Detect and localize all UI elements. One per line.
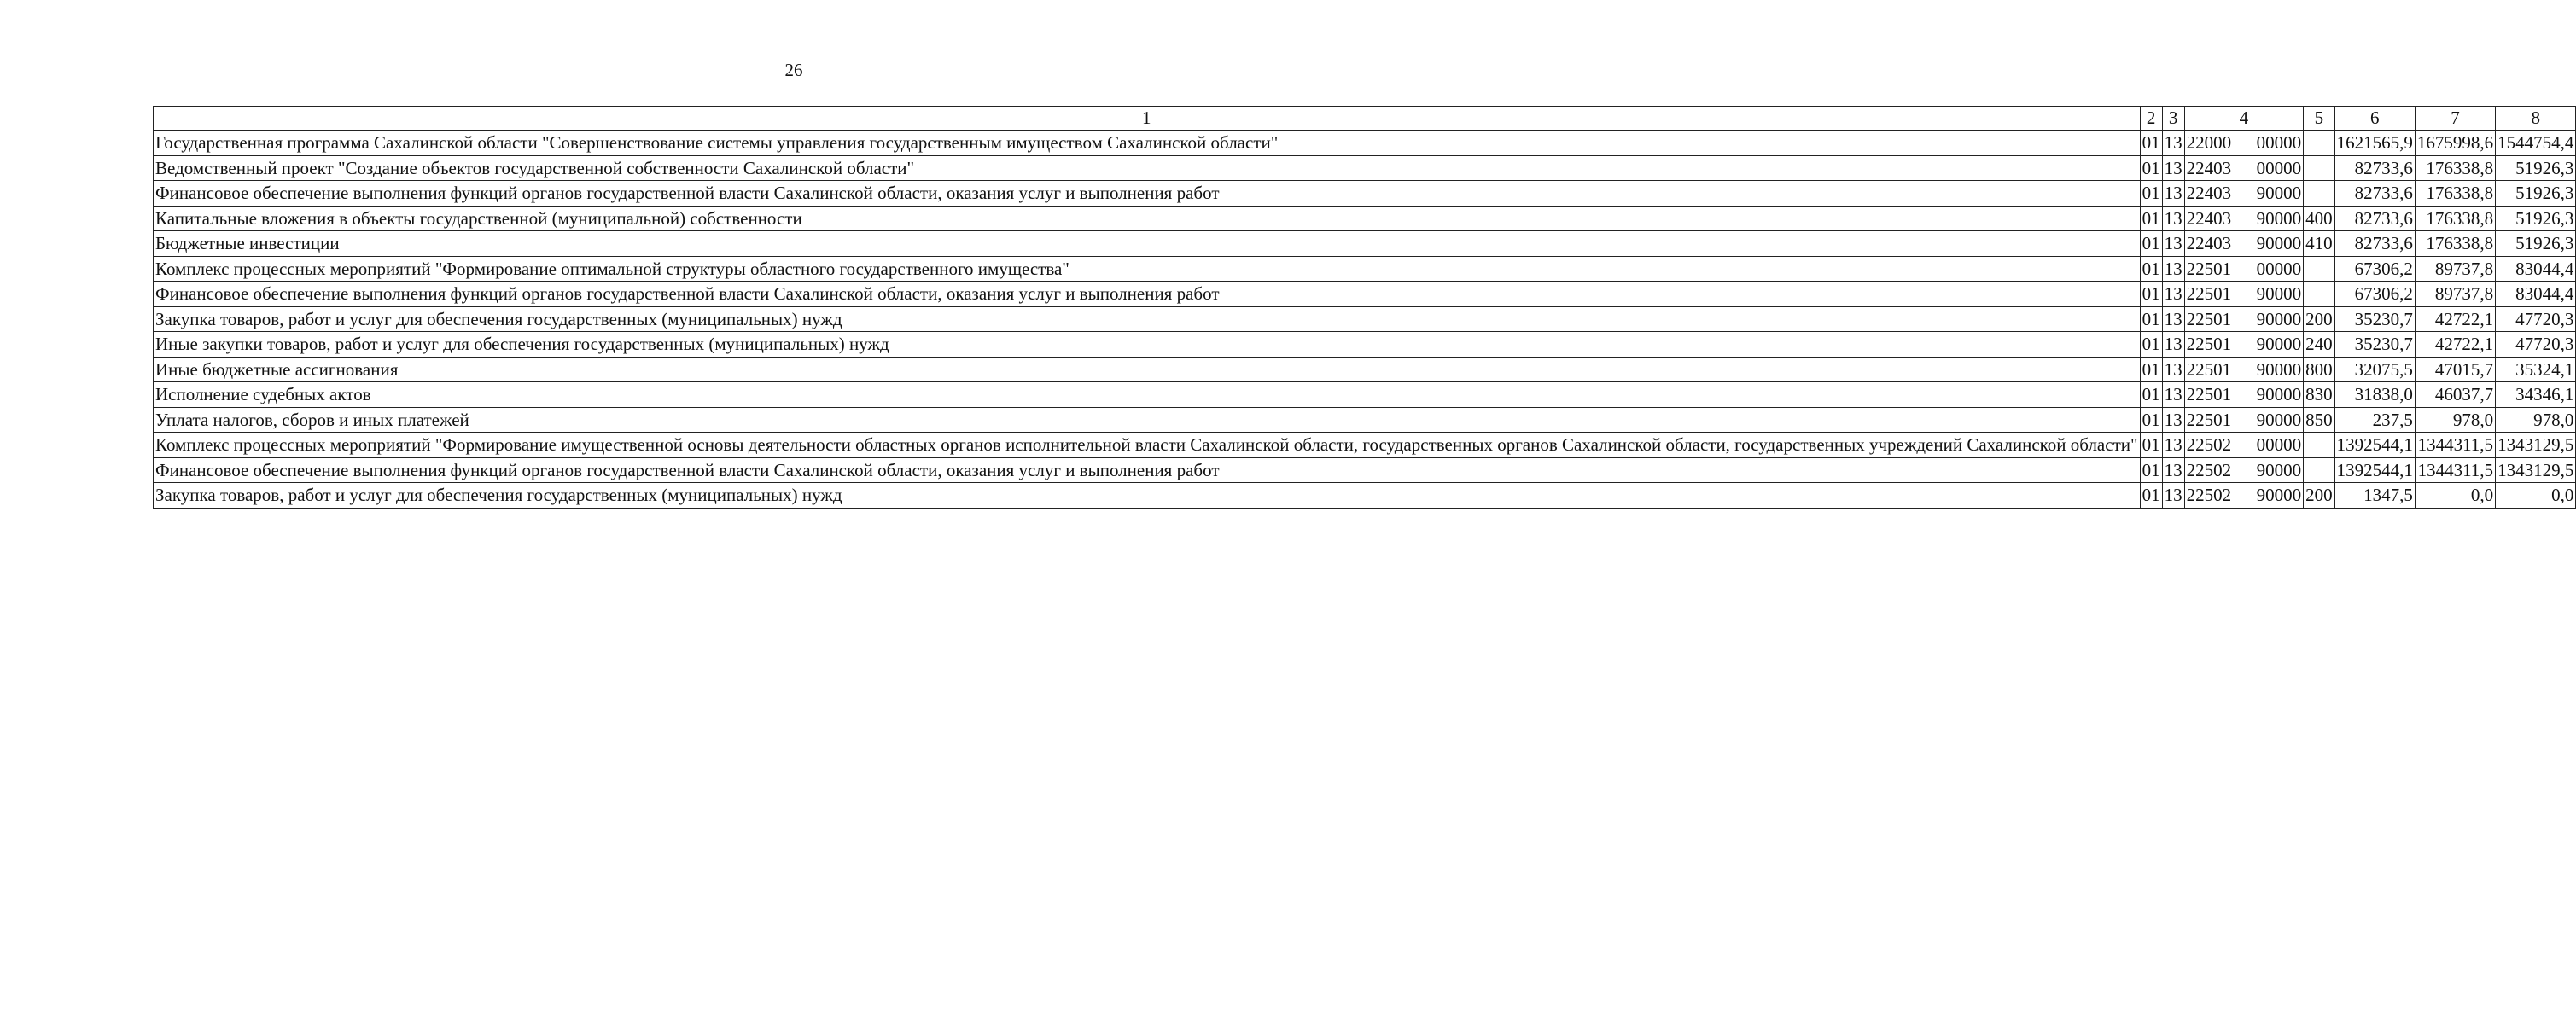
target-article-cell — [2184, 231, 2304, 257]
table-row — [154, 181, 2576, 207]
section-code-cell: 01 — [2140, 483, 2162, 509]
subsection-code-cell: 13 — [2162, 457, 2184, 483]
expense-type-cell — [2304, 155, 2335, 181]
direction-code: 90000 — [2256, 358, 2302, 380]
amount-col8-cell: 1544754,4 — [2496, 131, 2576, 156]
amount-col7-cell: 1344311,5 — [2415, 457, 2495, 483]
program-code: 22403 — [2186, 207, 2232, 229]
table-row — [154, 457, 2576, 483]
target-article-cell — [2184, 382, 2304, 408]
subsection-code-cell: 13 — [2162, 282, 2184, 307]
target-article-cell — [2184, 282, 2304, 307]
target-article-cell — [2184, 306, 2304, 332]
amount-col7-cell: 176338,8 — [2415, 206, 2495, 231]
amount-col8-cell: 47720,3 — [2496, 306, 2576, 332]
amount-col6-cell: 35230,7 — [2334, 332, 2415, 358]
amount-col8-cell: 978,0 — [2496, 407, 2576, 433]
expense-type-cell: 200 — [2304, 483, 2335, 509]
amount-col7-cell: 42722,1 — [2415, 332, 2495, 358]
amount-col6-cell: 82733,6 — [2334, 181, 2415, 207]
column-header: 1 — [154, 107, 2141, 131]
direction-code: 00000 — [2256, 157, 2302, 178]
amount-col8-cell: 51926,3 — [2496, 206, 2576, 231]
amount-col6-cell: 35230,7 — [2334, 306, 2415, 332]
table-row — [154, 306, 2576, 332]
section-code-cell: 01 — [2140, 407, 2162, 433]
target-article-cell — [2184, 357, 2304, 382]
expense-type-cell: 800 — [2304, 357, 2335, 382]
amount-col7-cell: 1344311,5 — [2415, 433, 2495, 458]
amount-col6-cell: 67306,2 — [2334, 256, 2415, 282]
amount-col7-cell: 0,0 — [2415, 483, 2495, 509]
expense-type-cell — [2304, 433, 2335, 458]
expense-type-cell: 200 — [2304, 306, 2335, 332]
subsection-code-cell: 13 — [2162, 231, 2184, 257]
subsection-code-cell: 13 — [2162, 155, 2184, 181]
amount-col6-cell: 31838,0 — [2334, 382, 2415, 408]
amount-col7-cell: 1675998,6 — [2415, 131, 2495, 156]
amount-col6-cell: 67306,2 — [2334, 282, 2415, 307]
table-row — [154, 231, 2576, 257]
amount-col8-cell: 83044,4 — [2496, 256, 2576, 282]
direction-code: 00000 — [2256, 434, 2302, 455]
column-header: 5 — [2304, 107, 2335, 131]
section-code-cell: 01 — [2140, 231, 2162, 257]
section-code-cell: 01 — [2140, 155, 2162, 181]
row-name-cell: Иные закупки товаров, работ и услуг для обеспечения государственных (муниципальных) нужд — [154, 332, 2141, 358]
target-article-cell — [2184, 155, 2304, 181]
subsection-code-cell: 13 — [2162, 206, 2184, 231]
amount-col8-cell: 34346,1 — [2496, 382, 2576, 408]
table-row — [154, 433, 2576, 458]
amount-col6-cell: 1392544,1 — [2334, 457, 2415, 483]
amount-col7-cell: 42722,1 — [2415, 306, 2495, 332]
direction-code: 90000 — [2256, 283, 2302, 304]
direction-code: 90000 — [2256, 334, 2302, 354]
row-name-cell: Бюджетные инвестиции — [154, 231, 2141, 257]
expense-type-cell: 410 — [2304, 231, 2335, 257]
program-code: 22501 — [2186, 409, 2232, 430]
program-code: 22501 — [2186, 308, 2232, 329]
amount-col6-cell: 82733,6 — [2334, 206, 2415, 231]
direction-code: 00000 — [2256, 132, 2302, 153]
row-name-cell: Финансовое обеспечение выполнения функций органов государственной власти Сахалинской области, оказания услуг и выполнения работ — [154, 282, 2141, 307]
subsection-code-cell: 13 — [2162, 483, 2184, 509]
section-code-cell: 01 — [2140, 206, 2162, 231]
subsection-code-cell: 13 — [2162, 181, 2184, 207]
subsection-code-cell: 13 — [2162, 433, 2184, 458]
target-article-cell — [2184, 181, 2304, 207]
expense-type-cell: 850 — [2304, 407, 2335, 433]
table-row — [154, 357, 2576, 382]
row-name-cell: Государственная программа Сахалинской области "Совершенствование системы управления государственным имуществом Сахалинской области" — [154, 131, 2141, 156]
amount-col8-cell: 51926,3 — [2496, 155, 2576, 181]
section-code-cell: 01 — [2140, 382, 2162, 408]
target-article-cell — [2184, 407, 2304, 433]
target-article-cell — [2184, 483, 2304, 509]
row-name-cell: Финансовое обеспечение выполнения функций органов государственной власти Сахалинской области, оказания услуг и выполнения работ — [154, 181, 2141, 207]
column-header: 4 — [2184, 107, 2304, 131]
direction-code: 90000 — [2256, 409, 2302, 430]
expense-type-cell — [2304, 131, 2335, 156]
amount-col6-cell: 1392544,1 — [2334, 433, 2415, 458]
direction-code: 90000 — [2256, 485, 2302, 505]
amount-col6-cell: 82733,6 — [2334, 155, 2415, 181]
row-name-cell: Комплекс процессных мероприятий "Формирование имущественной основы деятельности областных органов исполнительной власти Сахалинской области, государственных органов Сахалинской области, государственных учреждений Сахалинской области" — [154, 433, 2141, 458]
row-name-cell: Финансовое обеспечение выполнения функций органов государственной власти Сахалинской области, оказания услуг и выполнения работ — [154, 457, 2141, 483]
amount-col8-cell: 0,0 — [2496, 483, 2576, 509]
row-name-cell: Ведомственный проект "Создание объектов государственной собственности Сахалинской области" — [154, 155, 2141, 181]
column-header: 6 — [2334, 107, 2415, 131]
section-code-cell: 01 — [2140, 357, 2162, 382]
table-row — [154, 483, 2576, 509]
table-row — [154, 206, 2576, 231]
section-code-cell: 01 — [2140, 433, 2162, 458]
expense-type-cell: 830 — [2304, 382, 2335, 408]
amount-col6-cell: 237,5 — [2334, 407, 2415, 433]
row-name-cell: Капитальные вложения в объекты государственной (муниципальной) собственности — [154, 206, 2141, 231]
amount-col6-cell: 1621565,9 — [2334, 131, 2415, 156]
amount-col6-cell: 1347,5 — [2334, 483, 2415, 509]
section-code-cell: 01 — [2140, 332, 2162, 358]
subsection-code-cell: 13 — [2162, 357, 2184, 382]
column-header: 2 — [2140, 107, 2162, 131]
table-body — [154, 131, 2576, 509]
subsection-code-cell: 13 — [2162, 382, 2184, 408]
column-header: 3 — [2162, 107, 2184, 131]
header-row — [154, 107, 2576, 131]
table-row — [154, 332, 2576, 358]
program-code: 22501 — [2186, 384, 2232, 404]
target-article-cell — [2184, 332, 2304, 358]
amount-col7-cell: 176338,8 — [2415, 231, 2495, 257]
section-code-cell: 01 — [2140, 181, 2162, 207]
direction-code: 90000 — [2256, 384, 2302, 404]
program-code: 22501 — [2186, 334, 2232, 354]
expense-type-cell — [2304, 181, 2335, 207]
subsection-code-cell: 13 — [2162, 131, 2184, 156]
subsection-code-cell: 13 — [2162, 407, 2184, 433]
direction-code: 00000 — [2256, 258, 2302, 279]
expense-type-cell: 400 — [2304, 206, 2335, 231]
column-header: 8 — [2496, 107, 2576, 131]
amount-col8-cell: 1343129,5 — [2496, 433, 2576, 458]
amount-col6-cell: 82733,6 — [2334, 231, 2415, 257]
target-article-cell — [2184, 206, 2304, 231]
budget-table — [153, 106, 2576, 509]
target-article-cell — [2184, 131, 2304, 156]
program-code: 22502 — [2186, 485, 2232, 505]
row-name-cell: Комплекс процессных мероприятий "Формирование оптимальной структуры областного государственного имущества" — [154, 256, 2141, 282]
table-row — [154, 282, 2576, 307]
program-code: 22502 — [2186, 459, 2232, 480]
amount-col7-cell: 978,0 — [2415, 407, 2495, 433]
amount-col7-cell: 47015,7 — [2415, 357, 2495, 382]
direction-code: 90000 — [2256, 233, 2302, 253]
column-header: 7 — [2415, 107, 2495, 131]
expense-type-cell — [2304, 282, 2335, 307]
section-code-cell: 01 — [2140, 282, 2162, 307]
subsection-code-cell: 13 — [2162, 332, 2184, 358]
amount-col8-cell: 51926,3 — [2496, 231, 2576, 257]
section-code-cell: 01 — [2140, 306, 2162, 332]
direction-code: 90000 — [2256, 308, 2302, 329]
direction-code: 90000 — [2256, 183, 2302, 203]
amount-col8-cell: 1343129,5 — [2496, 457, 2576, 483]
expense-type-cell: 240 — [2304, 332, 2335, 358]
table-row — [154, 382, 2576, 408]
subsection-code-cell: 13 — [2162, 306, 2184, 332]
program-code: 22000 — [2186, 132, 2232, 153]
amount-col8-cell: 35324,1 — [2496, 357, 2576, 382]
target-article-cell — [2184, 256, 2304, 282]
table-row — [154, 131, 2576, 156]
amount-col7-cell: 176338,8 — [2415, 181, 2495, 207]
section-code-cell: 01 — [2140, 256, 2162, 282]
row-name-cell: Закупка товаров, работ и услуг для обеспечения государственных (муниципальных) нужд — [154, 483, 2141, 509]
row-name-cell: Уплата налогов, сборов и иных платежей — [154, 407, 2141, 433]
expense-type-cell — [2304, 256, 2335, 282]
program-code: 22501 — [2186, 283, 2232, 304]
amount-col7-cell: 176338,8 — [2415, 155, 2495, 181]
direction-code: 90000 — [2256, 207, 2302, 229]
target-article-cell — [2184, 457, 2304, 483]
page-number: 26 — [784, 60, 803, 80]
target-article-cell — [2184, 433, 2304, 458]
program-code: 22502 — [2186, 434, 2232, 455]
amount-col8-cell: 51926,3 — [2496, 181, 2576, 207]
program-code: 22403 — [2186, 183, 2232, 203]
amount-col8-cell: 83044,4 — [2496, 282, 2576, 307]
direction-code: 90000 — [2256, 459, 2302, 480]
program-code: 22501 — [2186, 358, 2232, 380]
table-row — [154, 407, 2576, 433]
amount-col7-cell: 89737,8 — [2415, 256, 2495, 282]
row-name-cell: Иные бюджетные ассигнования — [154, 357, 2141, 382]
program-code: 22501 — [2186, 258, 2232, 279]
subsection-code-cell: 13 — [2162, 256, 2184, 282]
section-code-cell: 01 — [2140, 131, 2162, 156]
program-code: 22403 — [2186, 157, 2232, 178]
table-row — [154, 155, 2576, 181]
amount-col7-cell: 46037,7 — [2415, 382, 2495, 408]
row-name-cell: Закупка товаров, работ и услуг для обеспечения государственных (муниципальных) нужд — [154, 306, 2141, 332]
amount-col8-cell: 47720,3 — [2496, 332, 2576, 358]
program-code: 22403 — [2186, 233, 2232, 253]
amount-col6-cell: 32075,5 — [2334, 357, 2415, 382]
table-row — [154, 256, 2576, 282]
section-code-cell: 01 — [2140, 457, 2162, 483]
expense-type-cell — [2304, 457, 2335, 483]
amount-col7-cell: 89737,8 — [2415, 282, 2495, 307]
row-name-cell: Исполнение судебных актов — [154, 382, 2141, 408]
